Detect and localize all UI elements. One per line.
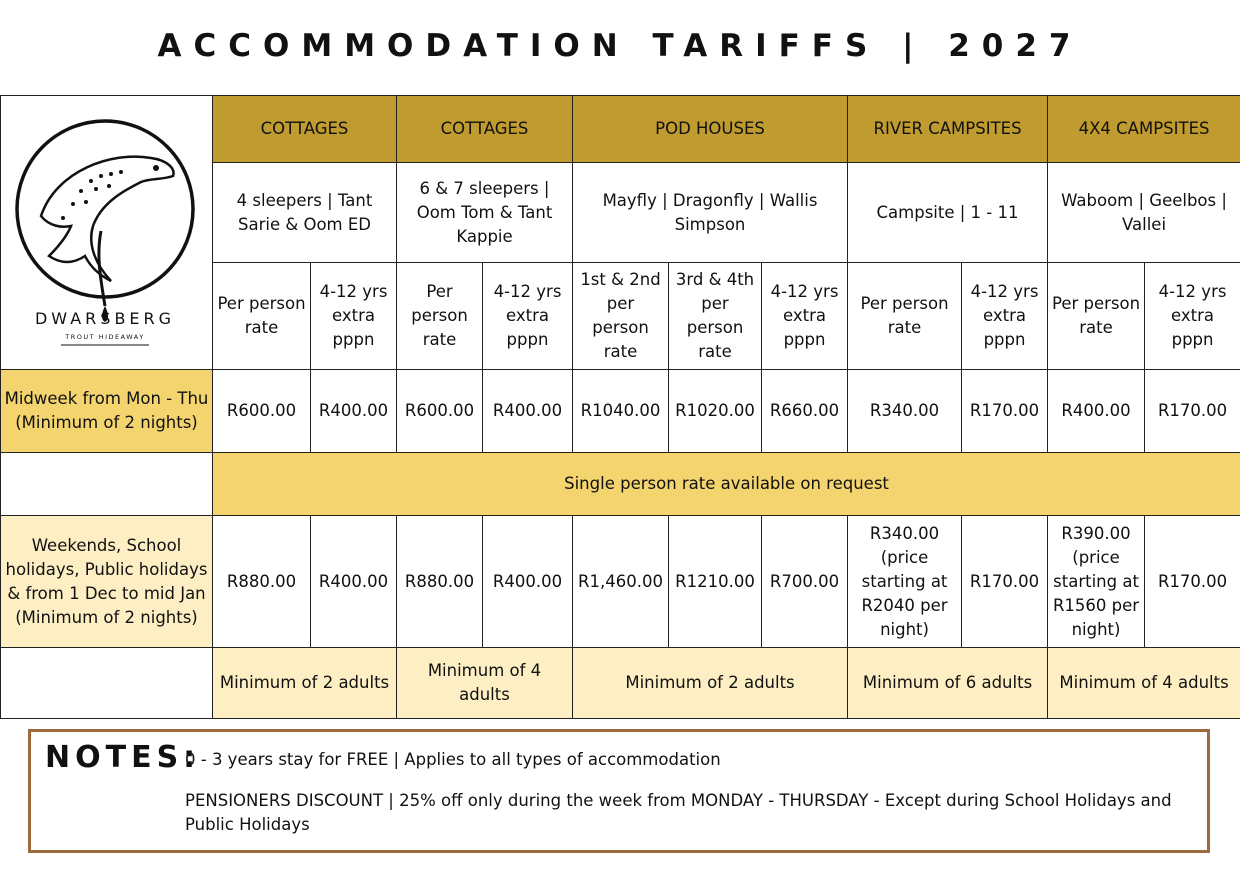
category-cottages-2: COTTAGES — [397, 96, 573, 163]
midweek-rate: R340.00 — [848, 370, 962, 453]
midweek-rate: R400.00 — [311, 370, 397, 453]
empty-cell — [1, 453, 213, 516]
midweek-rate: R600.00 — [397, 370, 483, 453]
rate-header: 4-12 yrs extra pppn — [1145, 263, 1240, 370]
unit-cottages-1: 4 sleepers | Tant Sarie & Oom ED — [213, 163, 397, 263]
weekends-rate: R1,460.00 — [573, 516, 669, 648]
midweek-rate: R170.00 — [1145, 370, 1240, 453]
unit-4x4-campsites: Waboom | Geelbos | Vallei — [1048, 163, 1240, 263]
minimum-cottages-2: Minimum of 4 adults — [397, 648, 573, 719]
weekends-rate: R400.00 — [311, 516, 397, 648]
rate-header: Per person rate — [397, 263, 483, 370]
rate-header: 4-12 yrs extra pppn — [483, 263, 573, 370]
brand-tagline: TROUT HIDEAWAY — [65, 333, 145, 341]
weekends-rate: R880.00 — [397, 516, 483, 648]
dwarsberg-logo — [1, 96, 211, 368]
notes-box — [28, 729, 1210, 853]
minimum-4x4-campsites: Minimum of 4 adults — [1048, 648, 1240, 719]
unit-river-campsites: Campsite | 1 - 11 — [848, 163, 1048, 263]
midweek-rate: R660.00 — [762, 370, 848, 453]
minimum-pod-houses: Minimum of 2 adults — [573, 648, 848, 719]
note-free-kids: 0 - 3 years stay for FREE | Applies to all types of accommodation — [185, 750, 721, 769]
logo-cell — [1, 96, 213, 370]
single-person-note: Single person rate available on request — [213, 453, 1240, 516]
rate-header: Per person rate — [1048, 263, 1145, 370]
weekends-rate: R400.00 — [483, 516, 573, 648]
rate-header: Per person rate — [213, 263, 311, 370]
empty-cell — [1, 648, 213, 719]
weekends-rate: R700.00 — [762, 516, 848, 648]
minimum-river-campsites: Minimum of 6 adults — [848, 648, 1048, 719]
minimum-cottages-1: Minimum of 2 adults — [213, 648, 397, 719]
midweek-rate: R600.00 — [213, 370, 311, 453]
weekends-rate: R170.00 — [962, 516, 1048, 648]
weekends-rate: R880.00 — [213, 516, 311, 648]
midweek-rate: R1040.00 — [573, 370, 669, 453]
midweek-rate: R170.00 — [962, 370, 1048, 453]
rate-header: 3rd & 4th per person rate — [669, 263, 762, 370]
note-pensioners: PENSIONERS DISCOUNT | 25% off only during the week from MONDAY - THURSDAY - Except during School Holidays and Public Holidays — [185, 791, 1172, 834]
brand-name: DWARSBERG — [34, 309, 176, 328]
midweek-rate: R400.00 — [1048, 370, 1145, 453]
weekends-rate: R340.00 (price starting at R2040 per night) — [848, 516, 962, 648]
rate-header: 1st & 2nd per person rate — [573, 263, 669, 370]
category-cottages-1: COTTAGES — [213, 96, 397, 163]
trout-logo-icon — [1, 96, 211, 368]
weekends-rate: R1210.00 — [669, 516, 762, 648]
unit-pod-houses: Mayfly | Dragonfly | Wallis Simpson — [573, 163, 848, 263]
unit-cottages-2: 6 & 7 sleepers | Oom Tom & Tant Kappie — [397, 163, 573, 263]
category-pod-houses: POD HOUSES — [573, 96, 848, 163]
tariff-table — [0, 95, 1240, 719]
category-4x4-campsites: 4X4 CAMPSITES — [1048, 96, 1240, 163]
midweek-rate: R1020.00 — [669, 370, 762, 453]
weekends-rate: R170.00 — [1145, 516, 1240, 648]
weekends-label: Weekends, School holidays, Public holidays & from 1 Dec to mid Jan (Minimum of 2 nights) — [1, 516, 213, 648]
rate-header: 4-12 yrs extra pppn — [962, 263, 1048, 370]
rate-header: 4-12 yrs extra pppn — [762, 263, 848, 370]
midweek-label: Midweek from Mon - Thu (Minimum of 2 nights) — [1, 370, 213, 453]
rate-header: 4-12 yrs extra pppn — [311, 263, 397, 370]
rate-header: Per person rate — [848, 263, 962, 370]
weekends-rate: R390.00 (price starting at R1560 per night) — [1048, 516, 1145, 648]
midweek-rate: R400.00 — [483, 370, 573, 453]
notes-label: NOTES: — [45, 740, 201, 775]
page-title: ACCOMMODATION TARIFFS | 2027 — [157, 28, 1083, 64]
category-river-campsites: RIVER CAMPSITES — [848, 96, 1048, 163]
